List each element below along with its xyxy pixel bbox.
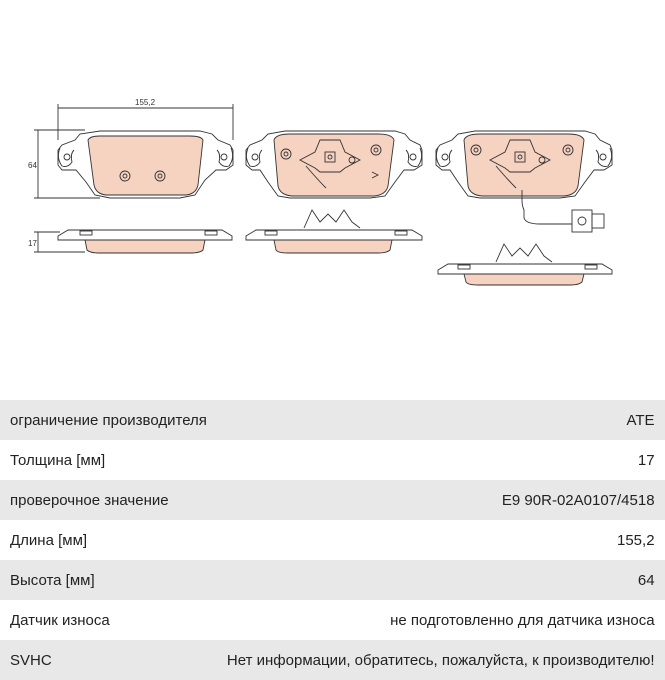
table-row [0,560,665,600]
table-row [0,640,665,680]
thickness-dimension-label: 17 [28,239,37,248]
spec-value: 17 [637,451,655,469]
spec-value: не подготовленно для датчика износа [390,611,655,629]
pad-2-front-view [246,131,422,198]
length-dimension-label: 155,2 [135,98,156,107]
spec-label: ограничение производителя [10,411,207,429]
table-row [0,600,665,640]
spec-label: проверочное значение [10,491,169,509]
height-dimension-label: 64 [28,161,37,170]
spec-label: SVHC [10,651,52,669]
pad-1-front-view [34,104,233,198]
spec-label: Длина [мм] [10,531,88,549]
spec-value: E9 90R-02A0107/4518 [501,491,655,509]
spec-value: 155,2 [617,531,655,549]
specs-table [0,400,665,680]
spec-value: Нет информации, обратитесь, пожалуйста, к производителю! [226,651,655,669]
spec-value: ATE [626,411,655,429]
table-row [0,480,665,520]
spec-label: Толщина [мм] [10,451,106,469]
table-row [0,440,665,480]
spec-label: Высота [мм] [10,571,95,589]
pad-3-front-view [436,131,612,232]
pad-2-side-view [246,210,422,253]
pad-3-side-view [438,244,612,285]
table-row [0,520,665,560]
table-row [0,400,665,440]
pad-1-side-view [34,230,232,253]
spec-value: 64 [637,571,655,589]
spec-label: Датчик износа [10,611,110,629]
